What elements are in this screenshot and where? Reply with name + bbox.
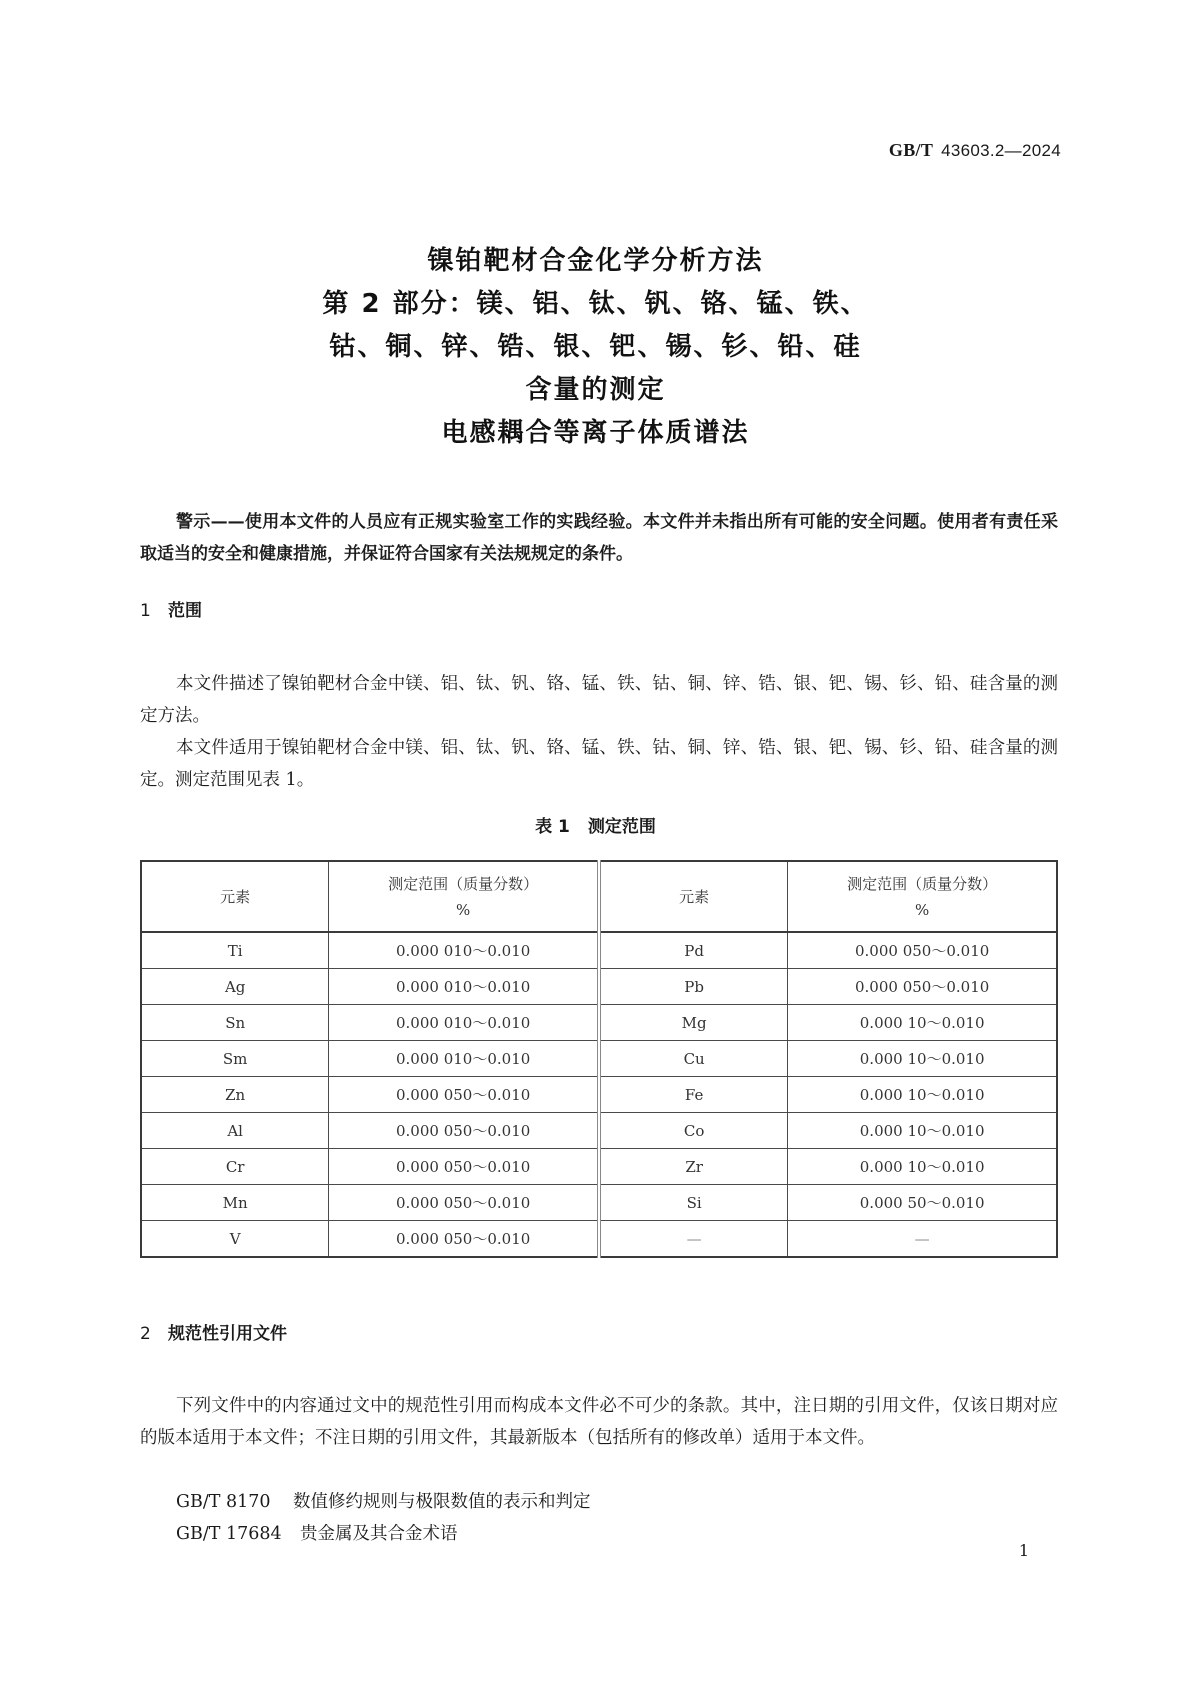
table-row (141, 1185, 1057, 1221)
element-cell: Mg (599, 1005, 788, 1041)
element-cell: Cr (141, 1149, 329, 1185)
section-title: 范围 (168, 601, 202, 621)
header-range (329, 861, 599, 932)
table-header-row (141, 861, 1057, 932)
table-row (141, 969, 1057, 1005)
scope-paragraph-2: 本文件适用于镍铂靶材合金中镁、铝、钛、钒、铬、锰、铁、钴、铜、锌、锆、银、钯、锡、钐、铅、硅含量的测定。测定范围见表 1。 (140, 738, 1058, 790)
range-cell: 0.000 050～0.010 (329, 1113, 599, 1149)
range-cell: 0.000 010～0.010 (329, 1041, 599, 1077)
element-cell: Fe (599, 1077, 788, 1113)
title-line-3: 钴、铜、锌、锆、银、钯、锡、钐、铅、硅 (329, 332, 862, 362)
element-cell: Pb (599, 969, 788, 1005)
standard-number (889, 140, 1061, 161)
table-row (141, 1113, 1057, 1149)
table-row (141, 932, 1057, 969)
standard-prefix: GB/T (888, 140, 934, 160)
title-line-1: 镍铂靶材合金化学分析方法 (427, 246, 764, 276)
section-heading-scope (140, 596, 202, 621)
document-title (0, 240, 1191, 455)
reference-title: 数值修约规则与极限数值的表示和判定 (293, 1492, 591, 1512)
header-range (788, 861, 1057, 932)
range-cell: 0.000 050～0.010 (788, 969, 1057, 1005)
reference-item (176, 1518, 458, 1550)
table-row (141, 1221, 1057, 1258)
table-caption-title: 测定范围 (587, 817, 656, 837)
range-cell: 0.000 10～0.010 (788, 1113, 1057, 1149)
table-row (141, 1077, 1057, 1113)
range-cell: 0.000 050～0.010 (788, 932, 1057, 969)
range-cell: 0.000 50～0.010 (788, 1185, 1057, 1221)
warning-paragraph: 警示——使用本文件的人员应有正规实验室工作的实践经验。本文件并未指出所有可能的安全问题。使用者有责任采取适当的安全和健康措施，并保证符合国家有关法规规定的条件。 (140, 512, 1058, 564)
page-number: 1 (1018, 1541, 1029, 1560)
reference-item (176, 1486, 591, 1518)
range-cell: 0.000 050～0.010 (329, 1185, 599, 1221)
references-paragraph: 下列文件中的内容通过文中的规范性引用而构成本文件必不可少的条款。其中，注日期的引用文件，仅该日期对应的版本适用于本文件；不注日期的引用文件，其最新版本（包括所有的修改单）适用于本文件。 (140, 1396, 1058, 1448)
range-cell: 0.000 050～0.010 (329, 1149, 599, 1185)
header-range-unit: % (915, 900, 930, 919)
range-cell: 0.000 10～0.010 (788, 1005, 1057, 1041)
reference-code: GB/T 17684 (176, 1524, 282, 1544)
section-heading-normative-references (140, 1319, 287, 1344)
range-cell: 0.000 10～0.010 (788, 1041, 1057, 1077)
reference-title: 贵金属及其合金术语 (300, 1524, 458, 1544)
range-cell: 0.000 10～0.010 (788, 1077, 1057, 1113)
measurement-range-table (140, 860, 1058, 1258)
element-cell: Sn (141, 1005, 329, 1041)
element-cell: Co (599, 1113, 788, 1149)
title-line-5: 电感耦合等离子体质谱法 (441, 418, 750, 448)
section-number: 1 (140, 601, 151, 621)
header-range-label: 测定范围（质量分数） (847, 874, 998, 893)
element-cell-empty: — (599, 1221, 788, 1258)
title-line-4: 含量的测定 (525, 375, 666, 405)
scope-paragraph-1: 本文件描述了镍铂靶材合金中镁、铝、钛、钒、铬、锰、铁、钴、铜、锌、锆、银、钯、锡、钐、铅、硅含量的测定方法。 (140, 674, 1058, 726)
table-caption-number: 表 1 (535, 817, 570, 837)
section-number: 2 (140, 1324, 151, 1344)
range-cell: 0.000 050～0.010 (329, 1077, 599, 1113)
element-cell: V (141, 1221, 329, 1258)
range-cell: 0.000 010～0.010 (329, 932, 599, 969)
table-row (141, 1041, 1057, 1077)
standard-code: 43603.2—2024 (941, 141, 1061, 160)
table-row (141, 1005, 1057, 1041)
element-cell: Zr (599, 1149, 788, 1185)
element-cell: Ti (141, 932, 329, 969)
element-cell: Si (599, 1185, 788, 1221)
range-cell-empty: — (788, 1221, 1057, 1258)
element-cell: Cu (599, 1041, 788, 1077)
range-cell: 0.000 010～0.010 (329, 1005, 599, 1041)
table-caption (0, 812, 1191, 837)
element-cell: Sm (141, 1041, 329, 1077)
element-cell: Zn (141, 1077, 329, 1113)
range-cell: 0.000 10～0.010 (788, 1149, 1057, 1185)
element-cell: Al (141, 1113, 329, 1149)
element-cell: Ag (141, 969, 329, 1005)
header-element: 元素 (599, 861, 788, 932)
element-cell: Pd (599, 932, 788, 969)
range-cell: 0.000 010～0.010 (329, 969, 599, 1005)
element-cell: Mn (141, 1185, 329, 1221)
table-row (141, 1149, 1057, 1185)
reference-code: GB/T 8170 (176, 1492, 271, 1512)
header-range-label: 测定范围（质量分数） (388, 874, 539, 893)
header-element: 元素 (141, 861, 329, 932)
range-cell: 0.000 050～0.010 (329, 1221, 599, 1258)
header-range-unit: % (456, 900, 471, 919)
section-title: 规范性引用文件 (168, 1324, 287, 1344)
title-line-2: 第 2 部分：镁、铝、钛、钒、铬、锰、铁、 (322, 289, 869, 319)
